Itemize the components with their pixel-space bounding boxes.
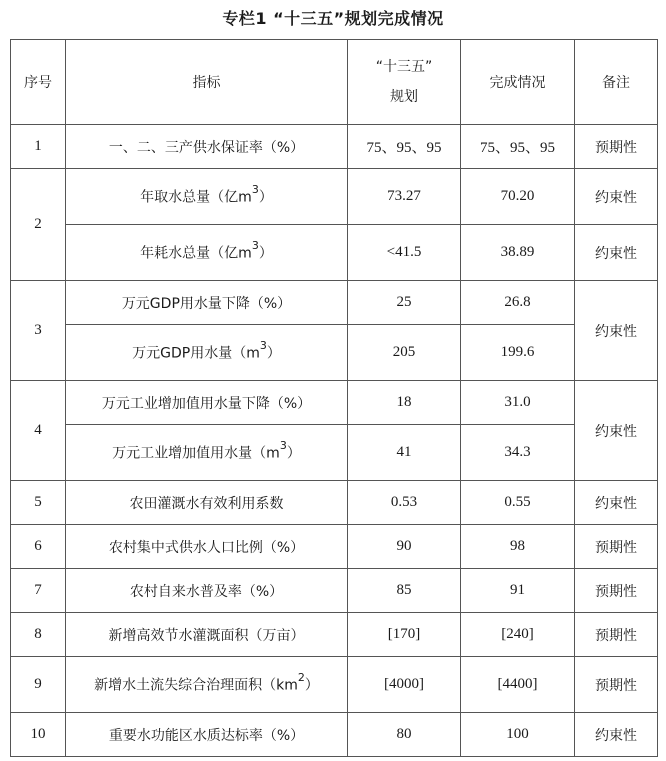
row-indicator: 重要水功能区水质达标率（%） bbox=[66, 713, 348, 757]
row-indicator: 一、二、三产供水保证率（%） bbox=[66, 125, 348, 169]
row-indicator: 农村集中式供水人口比例（%） bbox=[66, 525, 348, 569]
row-plan: 41 bbox=[348, 425, 461, 481]
row-plan: <41.5 bbox=[348, 225, 461, 281]
row-seq: 2 bbox=[11, 169, 66, 281]
row-plan: 75、95、95 bbox=[348, 125, 461, 169]
planning-table bbox=[10, 39, 658, 757]
row-plan: [170] bbox=[348, 613, 461, 657]
header-remark: 备注 bbox=[575, 40, 658, 125]
row-indicator bbox=[66, 425, 348, 481]
table-row bbox=[11, 125, 658, 169]
row-completion: 199.6 bbox=[461, 325, 575, 381]
indicator-tail: ） bbox=[286, 445, 301, 462]
row-remark: 约束性 bbox=[575, 381, 658, 481]
indicator-text: 年耗水总量（亿m bbox=[140, 245, 252, 262]
row-completion: [4400] bbox=[461, 657, 575, 713]
header-indicator: 指标 bbox=[66, 40, 348, 125]
superscript: 3 bbox=[251, 183, 259, 197]
row-plan: 90 bbox=[348, 525, 461, 569]
row-plan: 85 bbox=[348, 569, 461, 613]
table-row bbox=[11, 381, 658, 425]
indicator-text: 万元GDP用水量（m bbox=[132, 345, 260, 362]
row-seq: 7 bbox=[11, 569, 66, 613]
row-indicator bbox=[66, 325, 348, 381]
row-completion: 34.3 bbox=[461, 425, 575, 481]
table-row bbox=[11, 425, 658, 481]
row-remark: 预期性 bbox=[575, 125, 658, 169]
table-row bbox=[11, 281, 658, 325]
row-completion: 98 bbox=[461, 525, 575, 569]
superscript: 3 bbox=[251, 239, 259, 253]
indicator-text: 新增水土流失综合治理面积（km bbox=[94, 677, 298, 694]
row-seq: 9 bbox=[11, 657, 66, 713]
superscript: 3 bbox=[259, 339, 267, 353]
row-completion: 91 bbox=[461, 569, 575, 613]
row-completion: 0.55 bbox=[461, 481, 575, 525]
row-seq: 5 bbox=[11, 481, 66, 525]
row-plan: 205 bbox=[348, 325, 461, 381]
row-indicator: 万元工业增加值用水量下降（%） bbox=[66, 381, 348, 425]
row-completion: 31.0 bbox=[461, 381, 575, 425]
row-seq: 8 bbox=[11, 613, 66, 657]
row-indicator: 万元GDP用水量下降（%） bbox=[66, 281, 348, 325]
header-row bbox=[11, 40, 658, 125]
row-seq: 1 bbox=[11, 125, 66, 169]
row-plan: 18 bbox=[348, 381, 461, 425]
table-row bbox=[11, 481, 658, 525]
superscript: 3 bbox=[279, 439, 287, 453]
indicator-tail: ） bbox=[258, 245, 273, 262]
table-row bbox=[11, 657, 658, 713]
row-remark: 预期性 bbox=[575, 569, 658, 613]
row-remark: 约束性 bbox=[575, 481, 658, 525]
row-completion: 26.8 bbox=[461, 281, 575, 325]
header-seq: 序号 bbox=[11, 40, 66, 125]
row-plan: [4000] bbox=[348, 657, 461, 713]
header-plan bbox=[348, 40, 461, 125]
row-remark: 约束性 bbox=[575, 169, 658, 225]
row-remark: 约束性 bbox=[575, 713, 658, 757]
row-plan: 80 bbox=[348, 713, 461, 757]
row-completion: 38.89 bbox=[461, 225, 575, 281]
row-indicator: 农田灌溉水有效利用系数 bbox=[66, 481, 348, 525]
row-plan: 0.53 bbox=[348, 481, 461, 525]
header-plan-line1: “十三五” bbox=[375, 59, 433, 75]
row-indicator bbox=[66, 225, 348, 281]
row-remark: 约束性 bbox=[575, 281, 658, 381]
row-seq: 6 bbox=[11, 525, 66, 569]
header-completion: 完成情况 bbox=[461, 40, 575, 125]
table-row bbox=[11, 225, 658, 281]
row-indicator: 新增高效节水灌溉面积（万亩） bbox=[66, 613, 348, 657]
indicator-tail: ） bbox=[258, 189, 273, 206]
row-remark: 约束性 bbox=[575, 225, 658, 281]
table-row bbox=[11, 569, 658, 613]
page-title: 专栏1 “十三五”规划完成情况 bbox=[222, 9, 444, 28]
indicator-tail: ） bbox=[266, 345, 281, 362]
row-plan: 73.27 bbox=[348, 169, 461, 225]
row-completion: 100 bbox=[461, 713, 575, 757]
indicator-text: 万元工业增加值用水量（m bbox=[112, 445, 280, 462]
indicator-text: 年取水总量（亿m bbox=[140, 189, 252, 206]
row-completion: [240] bbox=[461, 613, 575, 657]
indicator-tail: ） bbox=[304, 677, 319, 694]
table-row bbox=[11, 169, 658, 225]
row-indicator bbox=[66, 657, 348, 713]
table-row bbox=[11, 325, 658, 381]
row-seq: 4 bbox=[11, 381, 66, 481]
table-row bbox=[11, 713, 658, 757]
row-completion: 75、95、95 bbox=[461, 125, 575, 169]
superscript: 2 bbox=[297, 671, 305, 685]
table-row bbox=[11, 525, 658, 569]
row-indicator bbox=[66, 169, 348, 225]
table-row bbox=[11, 613, 658, 657]
header-plan-line2: 规划 bbox=[390, 89, 418, 105]
row-plan: 25 bbox=[348, 281, 461, 325]
row-remark: 预期性 bbox=[575, 657, 658, 713]
row-remark: 预期性 bbox=[575, 525, 658, 569]
row-remark: 预期性 bbox=[575, 613, 658, 657]
row-indicator: 农村自来水普及率（%） bbox=[66, 569, 348, 613]
row-completion: 70.20 bbox=[461, 169, 575, 225]
row-seq: 3 bbox=[11, 281, 66, 381]
row-seq: 10 bbox=[11, 713, 66, 757]
